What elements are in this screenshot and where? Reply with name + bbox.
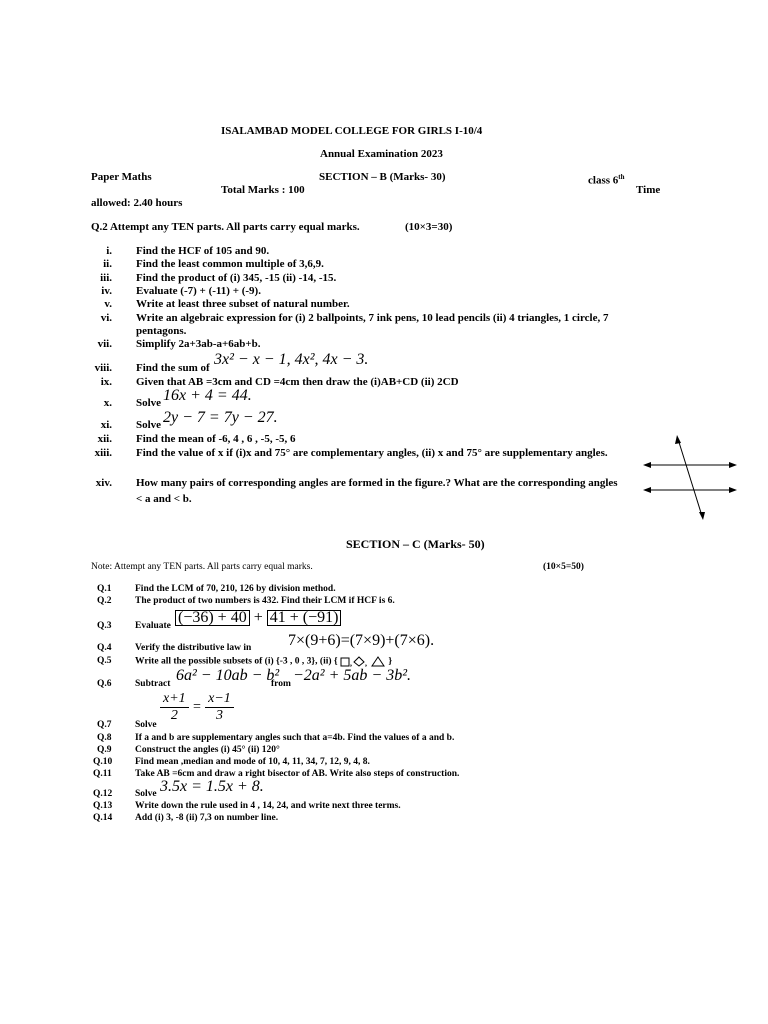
item-text: Evaluate (-7) + (-11) + (-9). [136, 285, 261, 297]
total-marks: Total Marks : 100 [221, 184, 305, 196]
item-number: xiii. [94, 447, 112, 459]
item-number: iv. [101, 285, 112, 297]
item-text: Simplify 2a+3ab-a+6ab+b. [136, 338, 261, 350]
question-text: Subtract [135, 679, 171, 689]
question-text: Solve [135, 789, 157, 799]
item-number: v. [104, 298, 112, 310]
item-text: Write an algebraic expression for (i) 2 ballpoints, 7 ink pens, 10 lead pencils (ii) 4 triangles, 1 circle, 7 [136, 312, 609, 324]
item-text: Find the least common multiple of 3,6,9. [136, 258, 324, 270]
item-number: iii. [100, 272, 112, 284]
question-number: Q.6 [97, 679, 112, 689]
math-expression: 7×(9+6)=(7×9)+(7×6). [288, 632, 435, 649]
section-c-note: Note: Attempt any TEN parts. All parts carry equal marks. [91, 562, 313, 572]
question-number: Q.12 [93, 789, 113, 799]
section-b-title: SECTION – B (Marks- 30) [319, 171, 446, 183]
item-number: i. [106, 245, 112, 257]
question-text: Find the LCM of 70, 210, 126 by division method. [135, 584, 336, 594]
question-number: Q.14 [93, 813, 113, 823]
item-text: Find the value of x if (i)x and 75° are complementary angles, (ii) x and 75° are supplementary angles. [136, 447, 608, 459]
math-expression: 16x + 4 = 44. [163, 387, 252, 404]
math-expression: −2a² + 5ab − 3b². [293, 667, 411, 684]
question-number: Q.3 [97, 621, 112, 631]
item-number: xii. [97, 433, 112, 445]
svg-text:,: , [365, 659, 368, 667]
item-number: ix. [100, 376, 112, 388]
section-b-instruction: Q.2 Attempt any TEN parts. All parts carry equal marks. [91, 221, 360, 233]
svg-text:,: , [350, 659, 353, 667]
item-number: x. [103, 397, 112, 409]
item-text: Find the sum of [136, 362, 210, 374]
math-expression: (−36) + 40 + 41 + (−91) [175, 609, 341, 627]
item-text: Solve [136, 419, 162, 431]
item-text: Find the mean of -6, 4 , 6 , -5, -5, 6 [136, 433, 296, 445]
question-number: Q.9 [97, 745, 112, 755]
section-c-marks: (10×5=50) [543, 562, 584, 572]
item-number: xi. [100, 419, 112, 431]
math-expression: 3x² − x − 1, 4x², 4x − 3. [214, 351, 369, 368]
question-text: Find mean ,median and mode of 10, 4, 11, 34, 7, 12, 9, 4, 8. [135, 757, 370, 767]
question-number: Q.11 [93, 769, 112, 779]
parallel-lines-figure [640, 432, 740, 524]
question-number: Q.13 [93, 801, 113, 811]
item-number: vi. [100, 312, 112, 324]
item-text: Write at least three subset of natural number. [136, 298, 350, 310]
question-number: Q.4 [97, 643, 112, 653]
item-number: vii. [97, 338, 112, 350]
college-title: ISALAMBAD MODEL COLLEGE FOR GIRLS I-10/4 [221, 125, 483, 137]
item-number: viii. [94, 362, 112, 374]
math-expression: 3.5x = 1.5x + 8. [160, 778, 264, 795]
question-text: Add (i) 3, -8 (ii) 7,3 on number line. [135, 813, 279, 823]
item-number: xiv. [95, 477, 112, 489]
question-text: Write down the rule used in 4 , 14, 24, and write next three terms. [135, 801, 401, 811]
item-text: Given that AB =3cm and CD =4cm then draw the (i)AB+CD (ii) 2CD [136, 376, 459, 388]
time-label: Time [636, 184, 661, 196]
question-number: Q.10 [93, 757, 113, 767]
question-text: The product of two numbers is 432. Find their LCM if HCF is 6. [135, 596, 395, 606]
math-expression: 2y − 7 = 7y − 27. [163, 409, 278, 426]
item-text: Find the HCF of 105 and 90. [136, 245, 270, 257]
question-text: Verify the distributive law in [135, 643, 252, 653]
section-b-marks: (10×3=30) [405, 221, 453, 233]
item-text-continued: < a and < b. [136, 493, 192, 505]
question-text: Evaluate [135, 621, 171, 631]
item-text: How many pairs of corresponding angles are formed in the figure.? What are the corresponding angles [136, 477, 618, 489]
question-number: Q.7 [97, 720, 112, 730]
question-number: Q.1 [97, 584, 112, 594]
question-number: Q.8 [97, 733, 112, 743]
question-text: If a and b are supplementary angles such that a=4b. Find the values of a and b. [135, 733, 455, 743]
item-text-continued: pentagons. [136, 325, 187, 337]
exam-title: Annual Examination 2023 [320, 148, 443, 160]
item-number: ii. [103, 258, 112, 270]
question-number: Q.5 [97, 656, 112, 666]
fraction-equation: $\frac{x+1}{2}$ = $\frac{x-1}{3}$ [160, 691, 234, 724]
shapes-set-icon [340, 656, 386, 667]
item-text: Find the product of (i) 345, -15 (ii) -14, -15. [136, 272, 337, 284]
item-text: Solve [136, 397, 162, 409]
question-text-mid: from [271, 679, 291, 689]
paper-label: Paper Maths [91, 171, 152, 183]
question-text: Construct the angles (i) 45° (ii) 120° [135, 745, 280, 755]
question-number: Q.2 [97, 596, 112, 606]
section-c-title: SECTION – C (Marks- 50) [346, 537, 485, 551]
question-text: Take AB =6cm and draw a right bisector of AB. Write also steps of construction. [135, 769, 460, 779]
math-expression: 6a² − 10ab − b² [176, 667, 280, 684]
question-text: Write all the possible subsets of (i) {-3 , 0 , 3}, (ii) { , , } [135, 656, 393, 667]
class-label: class 6th [588, 173, 625, 187]
time-allowed: allowed: 2.40 hours [91, 197, 183, 209]
question-text: Solve [135, 720, 157, 730]
